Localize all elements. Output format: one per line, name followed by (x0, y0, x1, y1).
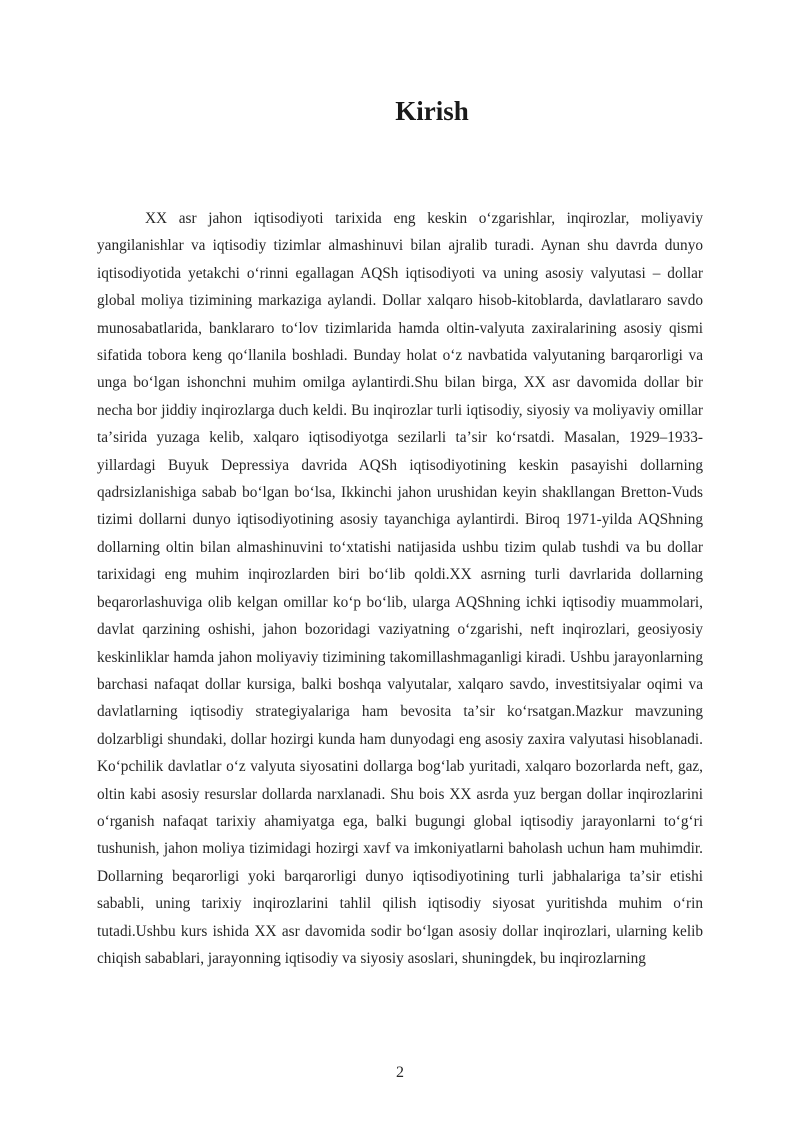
body-paragraph: XX asr jahon iqtisodiyoti tarixida eng keskin oʻzgarishlar, inqirozlar, moliyaviy yangilanishlar va iqtisodiy tizimlar almashinuvi bilan ajralib turadi. Aynan shu davrda dunyo iqtisodiyotida yetakchi oʻrinni egallagan AQSh iqtisodiyoti va uning asosiy valyutasi – dollar global moliya tizimining markaziga aylandi. Dollar xalqaro hisob-kitoblarda, davlatlararo savdo munosabatlarida, banklararo toʻlov tizimlarida hamda oltin-valyuta zaxiralarining asosiy qismi sifatida tobora keng qoʻllanila boshladi. Bunday holat oʻz navbatida valyutaning barqarorligi va unga boʻlgan ishonchni muhim omilga aylantirdi.Shu bilan birga, XX asr davomida dollar bir necha bor jiddiy inqirozlarga duch keldi. Bu inqirozlar turli iqtisodiy, siyosiy va moliyaviy omillar taʼsirida yuzaga kelib, xalqaro iqtisodiyotga sezilarli taʼsir koʻrsatdi. Masalan, 1929–1933-yillardagi Buyuk Depressiya davrida AQSh iqtisodiyotining keskin pasayishi dollarning qadrsizlanishiga sabab boʻlgan boʻlsa, Ikkinchi jahon urushidan keyin shakllangan Bretton-Vuds tizimi dollarni dunyo iqtisodiyotining asosiy tayanchiga aylantirdi. Biroq 1971-yilda AQShning dollarning oltin bilan almashinuvini toʻxtatishi natijasida ushbu tizim qulab tushdi va bu dollar tarixidagi eng muhim inqirozlarden biri boʻlib qoldi.XX asrning turli davrlarida dollarning beqarorlashuviga olib kelgan omillar koʻp boʻlib, ularga AQShning ichki iqtisodiy muammolari, davlat qarzining oshishi, jahon bozoridagi vaziyatning oʻzgarishi, neft inqirozlari, geosiyosiy keskinliklar hamda jahon moliyaviy tizimining takomillashmaganligi kiradi. Ushbu jarayonlarning barchasi nafaqat dollar kursiga, balki boshqa valyutalar, xalqaro savdo, investitsiyalar oqimi va davlatlarning iqtisodiy strategiyalariga ham bevosita taʼsir koʻrsatgan.Mazkur mavzuning dolzarbligi shundaki, dollar hozirgi kunda ham dunyodagi eng asosiy zaxira valyutasi hisoblanadi. Koʻpchilik davlatlar oʻz valyuta siyosatini dollarga bogʻlab yuritadi, xalqaro bozorlarda neft, gaz, oltin kabi asosiy resurslar dollarda narxlanadi. Shu bois XX asrda yuz bergan dollar inqirozlarini oʻrganish nafaqat tarixiy ahamiyatga ega, balki bugungi global iqtisodiy jarayonlarni toʻgʻri tushunish, jahon moliya tizimidagi hozirgi xavf va imkoniyatlarni baholash uchun ham muhimdir. Dollarning beqarorligi yoki barqarorligi dunyo iqtisodiyotining turli jabhalariga taʼsir etishi sababli, uning tarixiy inqirozlarini tahlil qilish iqtisodiy siyosat yuritishda muhim oʻrin tutadi.Ushbu kurs ishida XX asr davomida sodir boʻlgan asosiy dollar inqirozlari, ularning kelib chiqish sabablari, jarayonning iqtisodiy va siyosiy asoslari, shuningdek, bu inqirozlarning (97, 210, 703, 967)
page-number: 2 (396, 1064, 404, 1081)
section-title: Kirish (395, 96, 469, 126)
